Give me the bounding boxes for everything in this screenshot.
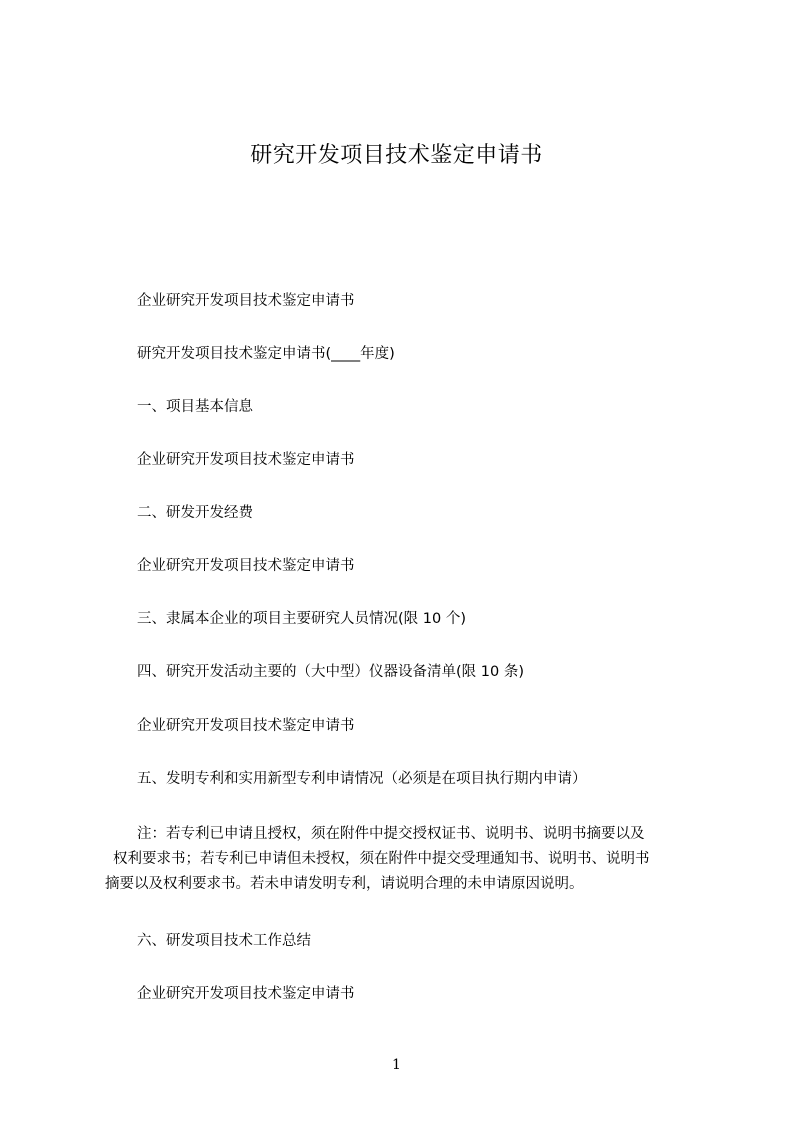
paragraph: 企业研究开发项目技术鉴定申请书 — [137, 558, 355, 574]
section-heading: 五、发明专利和实用新型专利申请情况（必须是在项目执行期内申请） — [137, 771, 587, 787]
section-heading: 六、研发项目技术工作总结 — [137, 933, 311, 949]
note-line: 注：若专利已申请且授权，须在附件中提交授权证书、说明书、说明书摘要以及 — [137, 826, 645, 842]
page-number: 1 — [392, 1057, 401, 1073]
patent-note — [105, 822, 705, 897]
paragraph: 企业研究开发项目技术鉴定申请书 — [137, 718, 355, 734]
section-heading: 二、研发开发经费 — [137, 505, 253, 521]
section-heading: 一、项目基本信息 — [137, 399, 253, 415]
paragraph: 研究开发项目技术鉴定申请书(____年度) — [137, 346, 395, 362]
paragraph: 企业研究开发项目技术鉴定申请书 — [137, 986, 355, 1002]
document-title: 研究开发项目技术鉴定申请书 — [250, 143, 543, 168]
paragraph: 企业研究开发项目技术鉴定申请书 — [137, 293, 355, 309]
section-heading: 四、研究开发活动主要的（大中型）仪器设备清单(限 10 条) — [137, 664, 524, 680]
note-line: 权利要求书；若专利已申请但未授权，须在附件中提交受理通知书、说明书、说明书 — [113, 851, 650, 867]
section-heading: 三、隶属本企业的项目主要研究人员情况(限 10 个) — [137, 611, 466, 627]
note-line: 摘要以及权利要求书。若未申请发明专利，请说明合理的未申请原因说明。 — [105, 876, 584, 892]
paragraph: 企业研究开发项目技术鉴定申请书 — [137, 452, 355, 468]
